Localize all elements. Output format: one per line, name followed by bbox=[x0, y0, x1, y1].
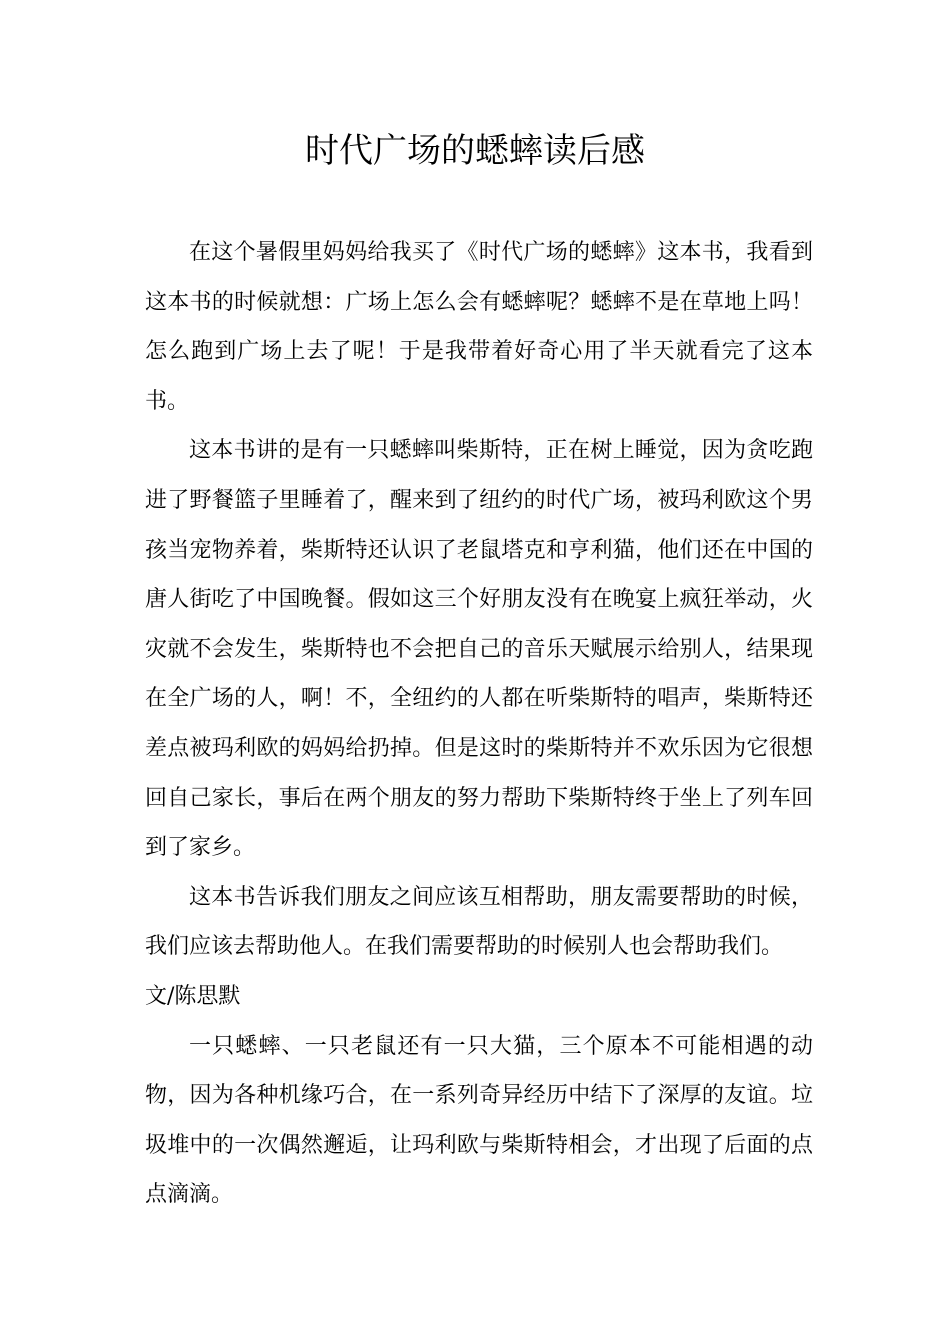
author-line: 文/陈思默 bbox=[145, 983, 241, 1009]
document-body bbox=[145, 228, 813, 1220]
paragraph-4: 一只蟋蟀、一只老鼠还有一只大猫，三个原本不可能相遇的动物，因为各种机缘巧合，在一系列奇异经历中结下了深厚的友谊。垃圾堆中的一次偶然邂逅，让玛利欧与柴斯特相会，才出现了后面的点点滴滴。 bbox=[145, 1033, 813, 1208]
document-title: 时代广场的蟋蟀读后感 bbox=[305, 131, 645, 171]
paragraph-1: 在这个暑假里妈妈给我买了《时代广场的蟋蟀》这本书，我看到这本书的时候就想：广场上怎么会有蟋蟀呢？蟋蟀不是在草地上吗！怎么跑到广场上去了呢！于是我带着好奇心用了半天就看完了这本书。 bbox=[145, 240, 813, 414]
paragraph-2: 这本书讲的是有一只蟋蟀叫柴斯特，正在树上睡觉，因为贪吃跑进了野餐篮子里睡着了，醒来到了纽约的时代广场，被玛利欧这个男孩当宠物养着，柴斯特还认识了老鼠塔克和亨利猫，他们还在中国的唐人街吃了中国晚餐。假如这三个好朋友没有在晚宴上疯狂举动，火灾就不会发生，柴斯特也不会把自己的音乐天赋展示给别人，结果现在全广场的人，啊！不，全纽约的人都在听柴斯特的唱声，柴斯特还差点被玛利欧的妈妈给扔掉。但是这时的柴斯特并不欢乐因为它很想回自己家长，事后在两个朋友的努力帮助下柴斯特终于坐上了列车回到了家乡。 bbox=[145, 438, 813, 861]
paragraph-3: 这本书告诉我们朋友之间应该互相帮助，朋友需要帮助的时候，我们应该去帮助他人。在我们需要帮助的时候别人也会帮助我们。 bbox=[145, 884, 813, 960]
